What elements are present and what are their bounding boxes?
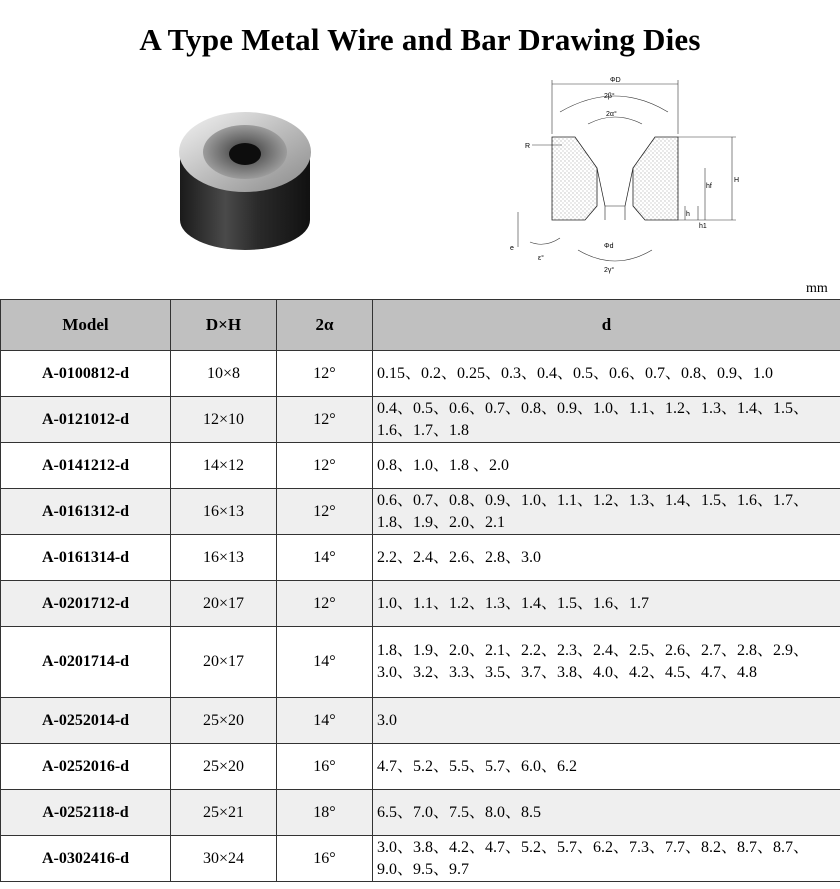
cell-dh: 16×13 — [171, 489, 277, 535]
cell-angle: 14° — [277, 535, 373, 581]
cell-angle: 12° — [277, 581, 373, 627]
die-photo — [155, 80, 335, 260]
cell-model: A-0252016-d — [1, 744, 171, 790]
label-e: e — [510, 245, 514, 252]
cell-angle: 16° — [277, 836, 373, 882]
page-title: A Type Metal Wire and Bar Drawing Dies — [139, 22, 701, 57]
label-outer-diameter: ΦD — [610, 77, 621, 84]
cell-d: 0.6、0.7、0.8、0.9、1.0、1.1、1.2、1.3、1.4、1.5、1.6、1.7、1.8、1.9、2.0、2.1 — [373, 489, 840, 535]
cell-model: A-0100812-d — [1, 351, 171, 397]
label-approach-angle: 2β° — [604, 93, 615, 100]
table-row — [1, 744, 840, 790]
cell-angle: 12° — [277, 443, 373, 489]
cell-d: 1.8、1.9、2.0、2.1、2.2、2.3、2.4、2.5、2.6、2.7、2.8、2.9、3.0、3.2、3.3、3.5、3.7、3.8、4.0、4.2、4.5、4.7、4.8 — [373, 627, 840, 698]
cell-dh: 12×10 — [171, 397, 277, 443]
label-exit-angle: 2γ° — [604, 267, 615, 274]
die-cross-section-drawing — [500, 72, 750, 280]
cell-model: A-0252014-d — [1, 698, 171, 744]
cell-dh: 10×8 — [171, 351, 277, 397]
cell-dh: 30×24 — [171, 836, 277, 882]
cell-angle: 14° — [277, 627, 373, 698]
cell-d: 3.0、3.8、4.2、4.7、5.2、5.7、6.2、7.3、7.7、8.2、8.7、8.7、9.0、9.5、9.7 — [373, 836, 840, 882]
cell-model: A-0201712-d — [1, 581, 171, 627]
cell-d: 0.4、0.5、0.6、0.7、0.8、0.9、1.0、1.1、1.2、1.3、1.4、1.5、1.6、1.7、1.8 — [373, 397, 840, 443]
header-dh: D×H — [171, 300, 277, 351]
label-e-angle: ε° — [538, 255, 544, 262]
header-d: d — [373, 300, 840, 351]
cell-d: 0.15、0.2、0.25、0.3、0.4、0.5、0.6、0.7、0.8、0.9、1.0 — [373, 351, 840, 397]
cell-d: 6.5、7.0、7.5、8.0、8.5 — [373, 790, 840, 836]
label-height: H — [734, 177, 740, 184]
cell-d: 4.7、5.2、5.5、5.7、6.0、6.2 — [373, 744, 840, 790]
cell-angle: 12° — [277, 397, 373, 443]
cell-dh: 25×21 — [171, 790, 277, 836]
cell-model: A-0201714-d — [1, 627, 171, 698]
cell-angle: 12° — [277, 351, 373, 397]
specification-table — [0, 299, 840, 882]
cell-dh: 20×17 — [171, 627, 277, 698]
cell-d: 2.2、2.4、2.6、2.8、3.0 — [373, 535, 840, 581]
cell-model: A-0252118-d — [1, 790, 171, 836]
cell-d: 0.8、1.0、1.8 、2.0 — [373, 443, 840, 489]
header-model: Model — [1, 300, 171, 351]
cell-angle: 14° — [277, 698, 373, 744]
cell-angle: 18° — [277, 790, 373, 836]
unit-label: mm — [806, 281, 828, 296]
cell-dh: 14×12 — [171, 443, 277, 489]
table-row — [1, 627, 840, 698]
cell-model: A-0161314-d — [1, 535, 171, 581]
header-angle: 2α — [277, 300, 373, 351]
cell-dh: 25×20 — [171, 698, 277, 744]
cell-d: 1.0、1.1、1.2、1.3、1.4、1.5、1.6、1.7 — [373, 581, 840, 627]
table-row — [1, 698, 840, 744]
cell-angle: 12° — [277, 489, 373, 535]
table-row — [1, 443, 840, 489]
table-header-row — [1, 300, 840, 351]
table-row — [1, 790, 840, 836]
label-h: h — [686, 211, 690, 218]
table-row — [1, 535, 840, 581]
cell-dh: 25×20 — [171, 744, 277, 790]
cell-dh: 16×13 — [171, 535, 277, 581]
cell-model: A-0161312-d — [1, 489, 171, 535]
cell-model: A-0121012-d — [1, 397, 171, 443]
label-hf: hf — [706, 183, 712, 190]
label-h1: h1 — [699, 223, 707, 230]
table-row — [1, 489, 840, 535]
cell-model: A-0141212-d — [1, 443, 171, 489]
table-row — [1, 836, 840, 882]
label-reduction-angle: 2α° — [606, 111, 617, 118]
cell-angle: 16° — [277, 744, 373, 790]
table-row — [1, 397, 840, 443]
label-bore: Φd — [604, 243, 614, 250]
table-row — [1, 351, 840, 397]
cell-model: A-0302416-d — [1, 836, 171, 882]
table-row — [1, 581, 840, 627]
cell-d: 3.0 — [373, 698, 840, 744]
cell-dh: 20×17 — [171, 581, 277, 627]
label-radius: R — [525, 143, 531, 150]
